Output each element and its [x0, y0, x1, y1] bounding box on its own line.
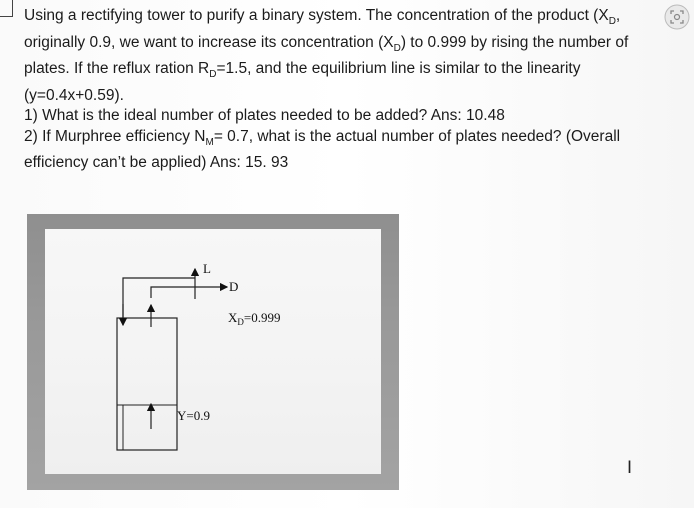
diagram-photo — [27, 214, 399, 490]
question-line-3: plates. If the reflux ration $R_D=1.5$, and the equilibrium line is similar to the linearity — [24, 60, 581, 81]
reflux-line — [151, 287, 195, 298]
label-d: D — [229, 279, 239, 294]
question-text — [24, 6, 684, 174]
corner-crop-mark — [0, 0, 13, 17]
label-y: Y=0.9 — [177, 408, 210, 423]
question-line-2: originally 0.9, we want to increase its concentration $(X_D)$ to 0.999 by rising the number of — [24, 33, 629, 54]
diagram-paper — [45, 229, 381, 474]
tower-diagram — [45, 229, 381, 474]
vapor-line — [123, 278, 195, 318]
tower-column — [117, 318, 177, 450]
question-line-1: Using a rectifying tower to purify a binary system. The concentration of the product ($X_D$, — [24, 7, 621, 28]
question-part-2: 2) If Murphree efficiency $N_M= 0.7$, what is the actual number of plates needed? (Overall — [24, 127, 621, 148]
label-l: L — [203, 261, 211, 276]
question-part-1: 1) What is the ideal number of plates needed to be added? Ans: 10.48 — [24, 107, 505, 125]
question-line-4: (y=0.4x+0.59). — [24, 86, 124, 104]
question-line-7: efficiency can’t be applied) Ans: 15. 93 — [24, 154, 289, 172]
visual-lookup-icon[interactable] — [664, 4, 690, 30]
text-cursor-icon: I — [627, 458, 633, 478]
label-xd: $X_D=0.999$ — [228, 310, 281, 327]
